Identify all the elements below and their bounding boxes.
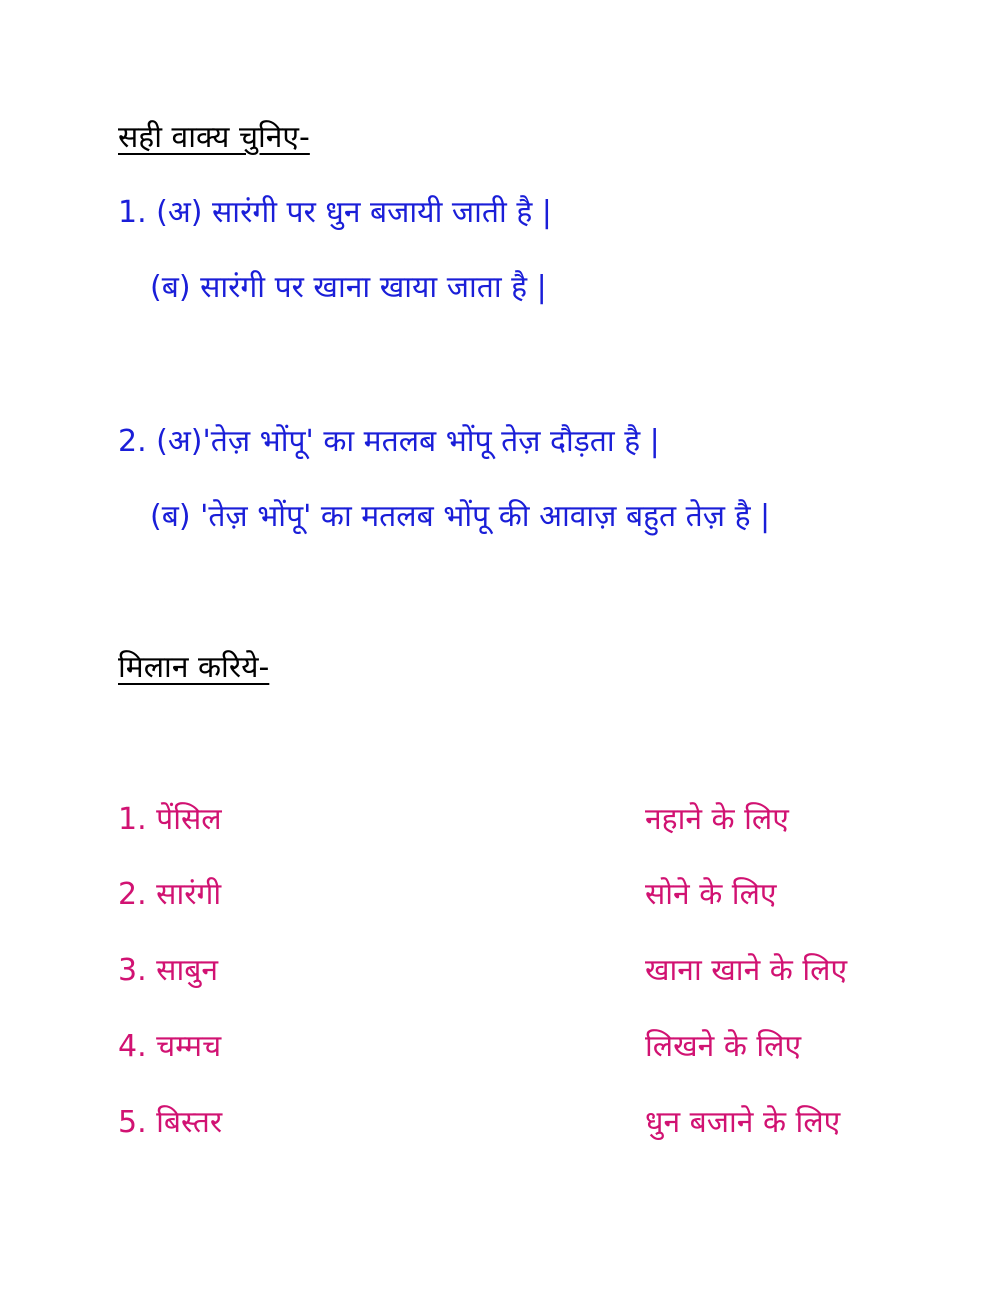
match-right-item: खाना खाने के लिए (645, 953, 848, 988)
match-left-item: 1. पेंसिल (118, 802, 222, 837)
question2-option-b: (ब) 'तेज़ भोंपू' का मतलब भोंपू की आवाज़ बहुत तेज़ है | (150, 499, 771, 534)
section1-heading: सही वाक्य चुनिए- (118, 120, 310, 155)
match-right-item: सोने के लिए (645, 877, 777, 912)
match-left-item: 5. बिस्तर (118, 1105, 223, 1140)
match-left-item: 2. सारंगी (118, 877, 222, 912)
question1-option-b: (ब) सारंगी पर खाना खाया जाता है | (150, 270, 547, 305)
match-left-item: 4. चम्मच (118, 1029, 222, 1064)
section2-heading: मिलान करिये- (118, 650, 270, 685)
question2-option-a: 2. (अ)'तेज़ भोंपू' का मतलब भोंपू तेज़ दौड़ता है | (118, 424, 660, 459)
match-right-item: नहाने के लिए (645, 802, 789, 837)
match-right-item: लिखने के लिए (645, 1029, 802, 1064)
match-right-item: धुन बजाने के लिए (645, 1105, 841, 1140)
question1-option-a: 1. (अ) सारंगी पर धुन बजायी जाती है | (118, 195, 552, 230)
match-left-item: 3. साबुन (118, 953, 218, 988)
